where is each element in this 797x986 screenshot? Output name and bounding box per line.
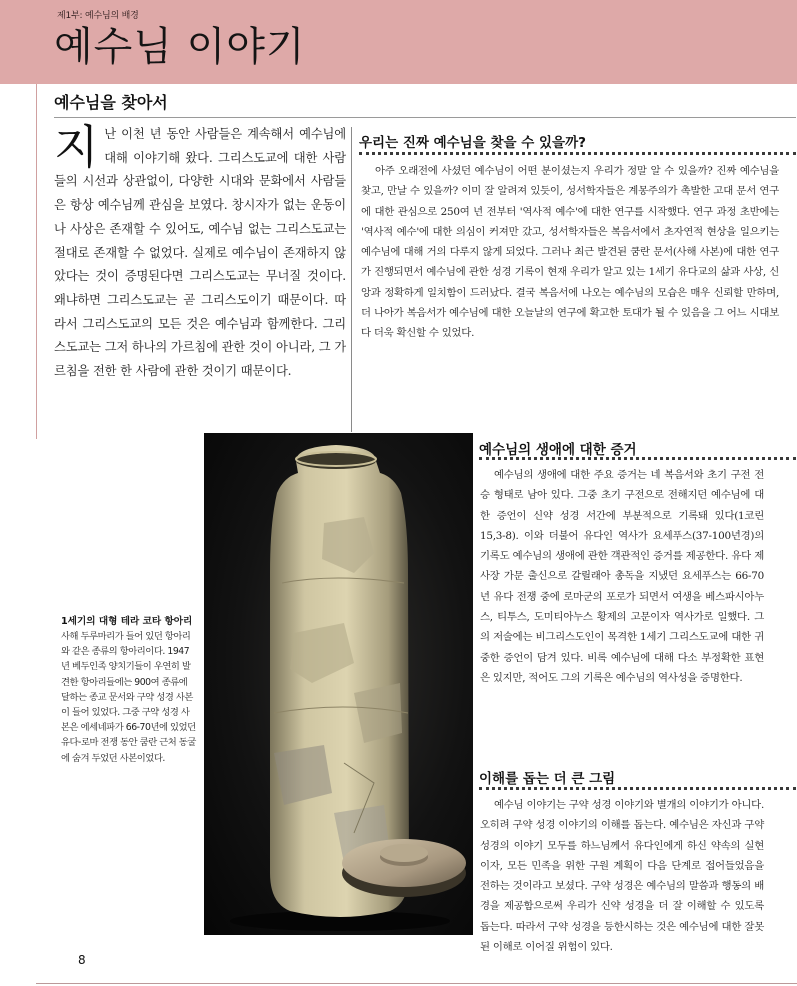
box-heading-real-jesus: 우리는 진짜 예수님을 찾을 수 있을까? <box>359 135 586 151</box>
frame-line <box>36 84 37 439</box>
terracotta-jar-photo <box>204 433 473 935</box>
section-title: 예수님을 찾아서 <box>54 93 168 112</box>
part-kicker: 제1부: 예수님의 배경 <box>57 11 139 21</box>
box-text-evidence: 예수님의 생애에 대한 주요 증거는 네 복음서와 초기 구전 전승 형태로 남아 있다. 그중 초기 구전으로 전해지던 예수님에 대한 증언이 신약 성경 서간에 부분적으로 기록돼 있다(1코린 15,3-8). 이와 더불어 유다인 역사가 요세푸스(37-100년경)의 기록도 예수님의 생애에 관한 객관적인 증거를 제공한다. 유다 제사장 가문 출신으로 갈릴래아 총독을 지냈던 요세푸스는 66-70년 유다 전쟁 중에 로마군의 포로가 되면서 여생을 베스파시아누스, 티투스, 도미티아누스 황제의 고문이자 역사가로 일했다. 그의 저술에는 비그리스도인이 목격한 1세기 그리스도교에 대한 귀중한 증언이 담겨 있다. 비록 예수님에 대해 다소 부정확한 표현은 있지만, 적어도 그의 기록은 예수님의 역사성을 증명한다. <box>480 469 764 684</box>
section-rule <box>54 117 796 118</box>
intro-text: 난 이천 년 동안 사람들은 계속해서 예수님에 대해 이야기해 왔다. 그리스도교에 대한 사람들의 시선과 상관없이, 다양한 시대와 문화에서 사람들은 항상 예수님께 관심을 보였다. 창시자가 없는 운동이나 사상은 존재할 수 있어도, 예수님 없는 그리스도교는 절대로 존재할 수 없었다. 실제로 예수님이 존재하지 않았다는 것이 증명된다면 그리스도교는 무너질 것이다. 왜냐하면 그리스도교는 곧 그리스도이기 때문이다. 따라서 그리스도교의 모든 것은 예수님과 함께한다. 그리스도교는 그저 하나의 가르침에 관한 것이 아니라, 그 가르침을 전한 한 사람에 관한 것이기 때문이다. <box>54 127 346 379</box>
intro-paragraph <box>54 120 346 384</box>
column-divider <box>351 127 352 432</box>
jar-illustration <box>204 433 473 935</box>
dotted-rule <box>479 457 796 460</box>
bottom-rule <box>36 983 797 984</box>
box-text-big-picture: 예수님 이야기는 구약 성경 이야기와 별개의 이야기가 아니다. 오히려 구약 성경 이야기의 이해를 돕는다. 예수님은 자신과 구약 성경의 이야기 모두를 하느님께서 유다인에게 하신 약속의 실현이자, 모든 민족을 위한 구원 계획이 다음 단계로 접어들었음을 전하는 것이라고 보셨다. 구약 성경은 예수님의 말씀과 행동의 배경을 제공함으로써 우리가 신약 성경을 더 잘 이해할 수 있도록 돕는다. 따라서 구약 성경을 등한시하는 것은 예수님에 대한 잘못된 이해로 이어질 위험이 있다. <box>480 799 764 954</box>
box-heading-evidence: 예수님의 생애에 대한 증거 <box>479 442 637 458</box>
dotted-rule <box>359 152 796 155</box>
drop-cap: 지 <box>54 120 99 174</box>
photo-caption-text: 사해 두루마리가 들어 있던 항아리와 같은 종류의 항아리이다. 1947년 베두인족 양치기들이 우연히 발견한 항아리들에는 900여 종류에 달하는 종교 문서와 구약 성경 사본이 들어 있었다. 그중 구약 성경 사본은 에세네파가 66-70년에 있었던 유다-로마 전쟁 동안 쿰란 근처 동굴에 숨겨 두었던 사본이었다. <box>61 631 196 764</box>
box-heading-big-picture: 이해를 돕는 더 큰 그림 <box>479 771 616 787</box>
page-title: 예수님 이야기 <box>54 24 306 70</box>
page-number: 8 <box>78 953 86 967</box>
box-text-real-jesus: 아주 오래전에 사셨던 예수님이 어떤 분이셨는지 우리가 정말 알 수 있을까? 진짜 예수님을 찾고, 만날 수 있을까? 이미 잘 알려져 있듯이, 성서학자들은 계몽주의가 촉발한 고대 문서 연구에 대한 관심으로 250여 년 전부터 '역사적 예수'에 대한 연구를 시작했다. 연구 과정 초반에는 '역사적 예수'에 대한 의심이 커져만 갔고, 성서학자들은 복음서에서 초자연적 현상을 일으키는 예수님에 대해 거의 다루지 않게 되었다. 그러나 최근 발견된 쿰란 문서(사해 사본)에 대한 연구가 진행되면서 예수님에 관한 성경 기록이 현재 우리가 알고 있는 1세기 유다교의 삶과 사상, 신앙과 정확하게 일치함이 드러났다. 결국 복음서에 나오는 예수님의 모습은 매우 신뢰할 만하며, 더 나아가 복음서가 예수님에 대한 오늘날의 연구에 확고한 토대가 될 수 있음을 그 어느 시대보다 더욱 확신할 수 있었다. <box>361 165 779 340</box>
dotted-rule <box>479 787 796 790</box>
photo-caption-title: 1세기의 대형 테라 코타 항아리 <box>61 616 193 627</box>
